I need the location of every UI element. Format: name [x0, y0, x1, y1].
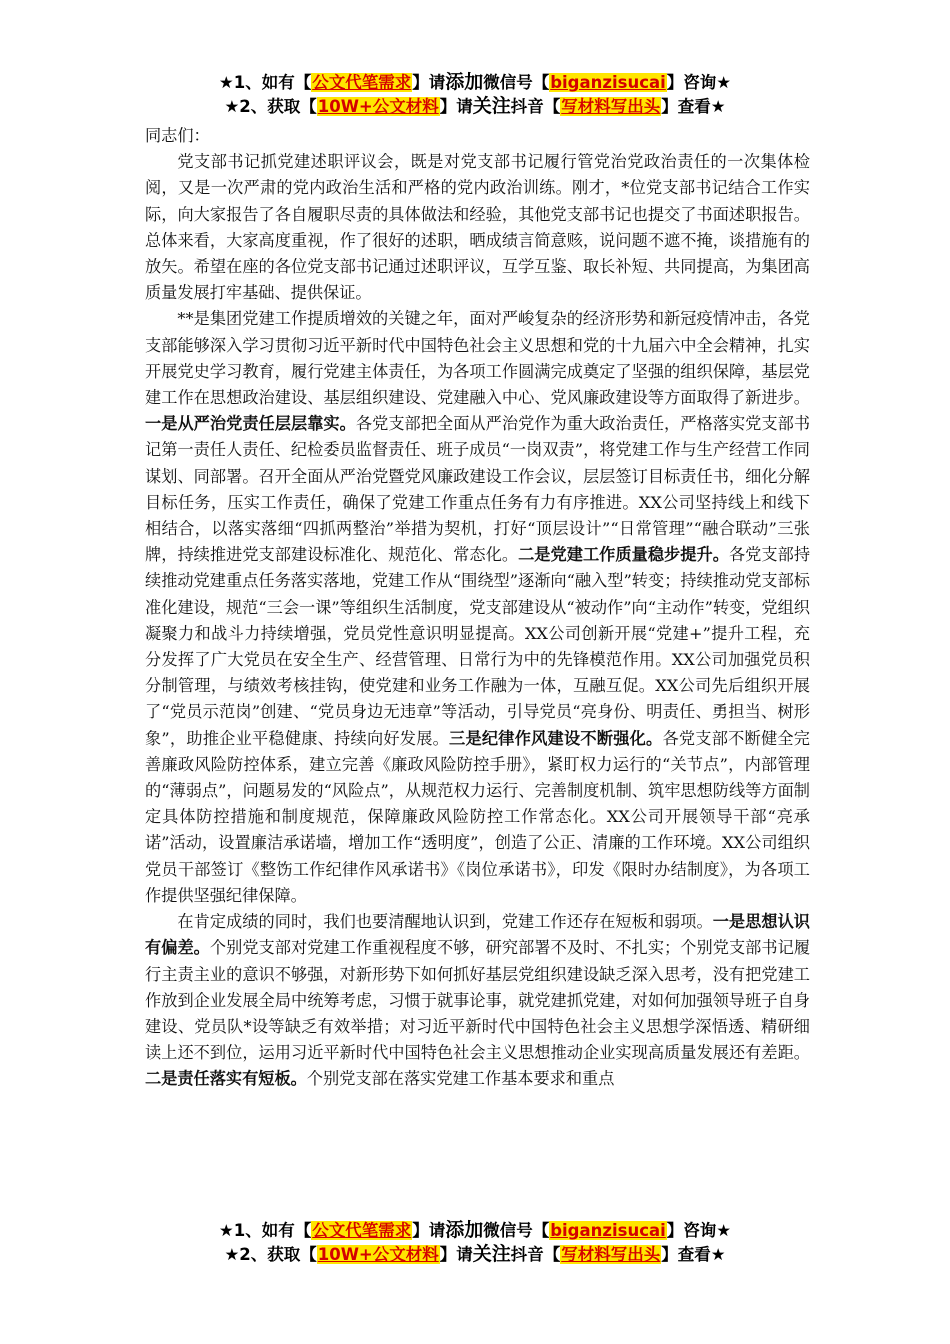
star-icon: ★: [224, 97, 240, 116]
banner-text: 获取【: [267, 97, 317, 116]
banner-highlight: 写材料写出头: [561, 97, 661, 116]
header-banner-line-1: [0, 70, 950, 95]
banner-text: 】查看: [661, 1245, 711, 1264]
banner-number: 1、: [233, 73, 262, 92]
banner-text: 】请: [439, 97, 473, 116]
bold-heading: 一是从严治党责任层层靠实。: [145, 414, 356, 434]
bold-heading: 三是纪律作风建设不断强化。: [449, 728, 663, 748]
star-icon: ★: [710, 97, 726, 116]
paragraph-1: 党支部书记抓党建述职评议会，既是对党支部书记履行管党治党政治责任的一次集体检阅，又是一次严肃的党内政治生活和严格的党内政治训练。刚才，*位党支部书记结合工作实际，向大家报告了各自履职尽责的具体做法和经验，其他党支部书记也提交了书面述职报告。总体来看，大家高度重视，作了很好的述职，晒成绩言简意赅，说问题不遮不掩，谈措施有的放矢。希望在座的各位党支部书记通过述职评议，互学互鉴、取长补短、共同提高，为集团高质量发展打牢基础、提供保证。: [145, 152, 810, 303]
banner-number: 2、: [239, 97, 268, 116]
bold-heading: 一是思想认识有偏差。: [145, 912, 810, 958]
paragraph-text: 个别党支部在落实党建工作基本要求和重点: [306, 1069, 615, 1089]
bold-heading: 二是党建工作质量稳步提升。: [518, 545, 729, 565]
paragraph-text: 个别党支部对党建工作重视程度不够，研究部署不及时、不扎实；个别党支部书记履行主责主业的意识不够强，对新形势下如何抓好基层党组织建设缺乏深入思考，没有把党建工作放到企业发展全局中统筹考虑，习惯于就事论事，就党建抓党建，对如何加强领导班子自身建设、党员队*设等缺乏有效举措；对习近平新时代中国特色社会主义思想学深悟透、精研细读上还不到位，运用习近平新时代中国特色社会主义思想推动企业实现高质量发展还有差距。: [145, 938, 811, 1063]
banner-highlight: 公文代笔需求: [312, 73, 412, 92]
paragraph-text: 各党支部不断健全完善廉政风险防控体系，建立完善《廉政风险防控手册》，紧盯权力运行的“关节点”，内部管理的“薄弱点”，问题易发的“风险点”，从规范权力运行、完善制度机制、筑牢思想防线等方面制定具体防控措施和制度规范，保障廉政风险防控工作常态化。XX公司开展领导干部“亮承诺”活动，设置廉洁承诺墙，增加工作“透明度”，创造了公正、清廉的工作环境。XX公司组织党员干部签订《整饬工作纪律作风承诺书》《岗位承诺书》，印发《限时办结制度》，为各项工作提供坚强纪律保障。: [145, 728, 810, 905]
paragraph-2: [145, 306, 810, 909]
banner-highlight: 10W+公文材料: [317, 97, 439, 116]
banner-text: 微信号【: [483, 1221, 550, 1240]
banner-text: 抖音【: [510, 1245, 561, 1264]
paragraph-text: 在肯定成绩的同时，我们也要清醒地认识到，党建工作还存在短板和弱项。: [177, 912, 713, 932]
banner-emphasis: 关注: [472, 1243, 511, 1265]
banner-text: 】请: [412, 1221, 446, 1240]
banner-text: 获取【: [267, 1245, 317, 1264]
banner-highlight: 写材料写出头: [561, 1245, 661, 1264]
banner-number: 1、: [233, 1221, 262, 1240]
star-icon: ★: [224, 1245, 240, 1264]
banner-text: 如有【: [261, 73, 312, 92]
paragraph-3: [145, 909, 810, 1092]
banner-text: 】咨询: [666, 73, 717, 92]
banner-text: 微信号【: [483, 73, 550, 92]
greeting: 同志们：: [145, 126, 210, 145]
bold-heading: 二是责任落实有短板。: [145, 1069, 307, 1089]
banner-text: 】咨询: [666, 1221, 717, 1240]
banner-number: 2、: [239, 1245, 268, 1264]
banner-text: 如有【: [261, 1221, 312, 1240]
star-icon: ★: [716, 1221, 732, 1240]
paragraph-text: 各党支部持续推动党建重点任务落实落地，党建工作从“围绕型”逐渐向“融入型”转变；持续推动党支部标准化建设，规范“三会一课”等组织生活制度，党支部建设从“被动作”向“主动作”转变，党组织凝聚力和战斗力持续增强，党员党性意识明显提高。XX公司创新开展“党建+”提升工程，充分发挥了广大党员在安全生产、经营管理、日常行为中的先锋模范作用。XX公司加强党员积分制管理，与绩效考核挂钩，使党建和业务工作融为一体，互融互促。XX公司先后组织开展了“党员示范岗”创建、“党员身边无违章”等活动，引导党员“亮身份、明责任、勇担当、树形象”，助推企业平稳健康、持续向好发展。: [145, 545, 811, 748]
header-banner-line-2: [0, 94, 950, 119]
banner-text: 】请: [439, 1245, 473, 1264]
banner-text: 】请: [412, 73, 446, 92]
banner-highlight: biganzisucai: [550, 1221, 666, 1240]
banner-highlight: 10W+公文材料: [317, 1245, 439, 1264]
star-icon: ★: [218, 73, 234, 92]
star-icon: ★: [218, 1221, 234, 1240]
star-icon: ★: [710, 1245, 726, 1264]
banner-text: 抖音【: [510, 97, 561, 116]
banner-text: 】查看: [661, 97, 711, 116]
footer-banner-line-1: [0, 1218, 950, 1243]
banner-highlight: 公文代笔需求: [312, 1221, 412, 1240]
banner-highlight: biganzisucai: [550, 73, 666, 92]
banner-emphasis: 关注: [472, 95, 511, 117]
document-body: [145, 123, 810, 1093]
paragraph-text: 各党支部把全面从严治党作为重大政治责任，严格落实党支部书记第一责任人责任、纪检委员监督责任、班子成员“一岗双责”，将党建工作与生产经营工作同谋划、同部署。召开全面从严治党暨党风廉政建设工作会议，层层签订目标责任书，细化分解目标任务，压实工作责任，确保了党建工作重点任务有力有序推进。XX公司坚持线上和线下相结合，以落实落细“四抓两整治”举措为契机，打好“顶层设计”“日常管理”“融合联动”三张牌，持续推进党支部建设标准化、规范化、常态化。: [145, 414, 811, 565]
star-icon: ★: [716, 73, 732, 92]
banner-emphasis: 添加: [445, 1219, 484, 1241]
banner-emphasis: 添加: [445, 71, 484, 93]
paragraph-text: **是集团党建工作提质增效的关键之年，面对严峻复杂的经济形势和新冠疫情冲击，各党支部能够深入学习贯彻习近平新时代中国特色社会主义思想和党的十九届六中全会精神，扎实开展党史学习教育，履行党建主体责任，为各项工作圆满完成奠定了坚强的组织保障，基层党建工作在思想政治建设、基层组织建设、党建融入中心、党风廉政建设等方面取得了新进步。: [145, 309, 810, 408]
footer-banner-line-2: [0, 1242, 950, 1267]
